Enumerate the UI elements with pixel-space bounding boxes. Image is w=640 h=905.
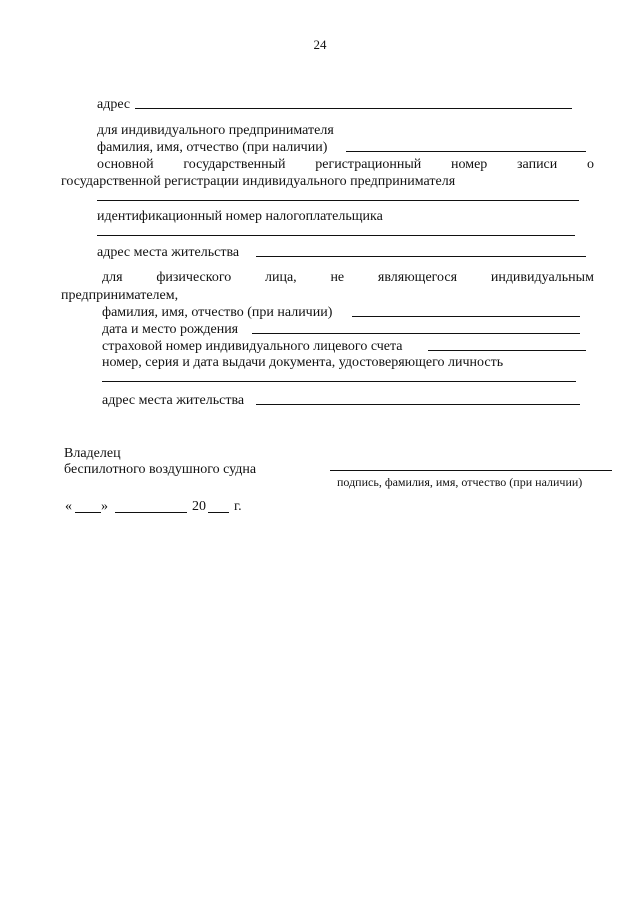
signature-caption: подпись, фамилия, имя, отчество (при наличии) — [337, 475, 583, 489]
ip-residence-label: адрес места жительства — [97, 245, 240, 260]
date-month-line[interactable] — [115, 512, 187, 513]
ip-fio-label: фамилия, имя, отчество (при наличии) — [97, 140, 328, 155]
word: основной — [97, 157, 154, 172]
owner-line1: Владелец — [64, 446, 121, 461]
ip-ogrn-line1 — [97, 157, 594, 173]
word: физического — [156, 270, 232, 285]
word: не — [330, 270, 345, 285]
date-open-quote: « — [65, 499, 72, 514]
word: регистрационный — [315, 157, 422, 172]
ip-inn-label: идентификационный номер налогоплательщика — [97, 209, 383, 224]
date-close-quote: » — [101, 499, 108, 514]
word: для — [102, 270, 123, 285]
person-snils-label: страховой номер индивидуального лицевого счета — [102, 339, 403, 354]
person-residence-line[interactable] — [256, 404, 580, 405]
address-label: адрес — [97, 97, 131, 112]
word: индивидуальным — [490, 270, 594, 285]
word: о — [586, 157, 594, 172]
ip-ogrn-line[interactable] — [97, 200, 579, 201]
word: государственный — [183, 157, 286, 172]
date-day-line[interactable] — [75, 512, 101, 513]
ip-ogrn-line2: государственной регистрации индивидуального предпринимателя — [61, 174, 456, 189]
ip-residence-line[interactable] — [256, 256, 586, 257]
person-document-line[interactable] — [102, 381, 576, 382]
word: записи — [517, 157, 558, 172]
person-birth-line[interactable] — [252, 333, 580, 334]
page-number: 24 — [313, 37, 327, 52]
date-year-line[interactable] — [208, 512, 229, 513]
person-snils-line[interactable] — [428, 350, 586, 351]
person-heading-line1 — [102, 270, 594, 286]
person-fio-line[interactable] — [352, 316, 580, 317]
word: являющегося — [377, 270, 458, 285]
person-residence-label: адрес места жительства — [102, 393, 245, 408]
ip-inn-line[interactable] — [97, 235, 575, 236]
person-fio-label: фамилия, имя, отчество (при наличии) — [102, 305, 333, 320]
person-document-label: номер, серия и дата выдачи документа, удостоверяющего личность — [102, 355, 504, 370]
address-field-line[interactable] — [135, 108, 572, 109]
ip-heading: для индивидуального предпринимателя — [97, 123, 334, 138]
word: лица, — [264, 270, 297, 285]
signature-line[interactable] — [330, 470, 612, 471]
owner-line2: беспилотного воздушного судна — [64, 462, 257, 477]
ip-fio-line[interactable] — [346, 151, 586, 152]
word: номер — [451, 157, 488, 172]
date-century: 20 — [192, 499, 206, 514]
person-birth-label: дата и место рождения — [102, 322, 239, 337]
date-year-suffix: г. — [234, 499, 242, 514]
person-heading-line2: предпринимателем, — [61, 288, 179, 303]
